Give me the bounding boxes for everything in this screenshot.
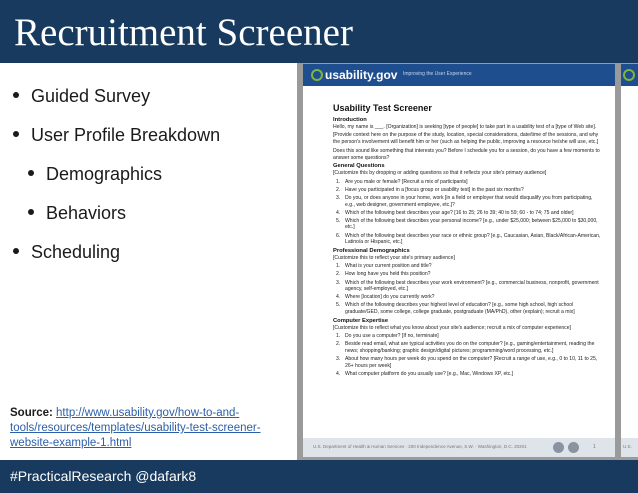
document-question: 2. Beside read email, what are typical activities you do on the computer? [e.g., gaming/entertainment, reading the news; shopping/banking; graphic design/digital pictures; programming/word processing, etc.] bbox=[336, 341, 595, 354]
document-question-text: Which of the following best describes your age? [16 to 25; 26 to 39; 40 to 59; 60 - to 74; 75 and older] bbox=[345, 209, 574, 216]
document-question-text: Which of the following best describes your work environment? [e.g., commercial business, nonprofit, government agency, self-employed, etc.] bbox=[345, 279, 599, 293]
next-page-banner bbox=[621, 64, 638, 86]
document-question-text: Are you male or female? [Recruit a mix of participants] bbox=[345, 178, 468, 185]
document-question-text: Beside read email, what are typical activities you do on the computer? [e.g., gaming/entertainment, reading the news; shopping/banking; graphic design/digital pictures; programming/word processing, etc.] bbox=[345, 341, 595, 354]
footer-hashtag: #PracticalResearch @dafark8 bbox=[10, 468, 197, 484]
bullet-text: Behaviors bbox=[46, 203, 127, 223]
document-question-text: Do you use a computer? [If no, terminate] bbox=[345, 333, 439, 340]
sub-bullet-item bbox=[28, 164, 162, 185]
page-number: 1 bbox=[593, 444, 596, 450]
document-question-text: What computer platform do you usually use? [e.g., Mac, Windows XP, etc.] bbox=[345, 370, 514, 377]
document-page bbox=[303, 64, 615, 457]
bullet-text: Guided Survey bbox=[31, 86, 151, 106]
bullet-item bbox=[13, 242, 120, 263]
document-question: 4. Which of the following best describes your age? [16 to 25; 26 to 39; 40 to 59; 60 - to 74; 75 and older] bbox=[336, 209, 574, 216]
footer-bar bbox=[0, 460, 638, 493]
bullet-item bbox=[13, 86, 150, 107]
next-document-page bbox=[621, 64, 638, 457]
title-bar bbox=[0, 0, 638, 63]
document-question: 3. About how many hours per week do you spend on the computer? [Recruit a range of use, e.g., 0 to 10, 11 to 25, 26+ hours per week] bbox=[336, 356, 598, 369]
bullet-item bbox=[13, 125, 220, 146]
document-footer-text: U.S. Department of Health & Human Services · 200 Independence Avenue, S.W. · Washington, D.C. 20201 bbox=[313, 444, 527, 449]
logo-check-icon bbox=[311, 69, 323, 81]
twitter-icon bbox=[553, 442, 564, 453]
document-footer bbox=[303, 438, 615, 457]
bullet-text: User Profile Breakdown bbox=[31, 125, 221, 145]
source-link[interactable]: http://www.usability.gov/how-to-and-tools/resources/templates/usability-test-screener-website-example-1.html bbox=[10, 407, 261, 449]
document-question-text: What is your current position and title? bbox=[345, 263, 432, 270]
document-question-text: About how many hours per week do you spend on the computer? [Recruit a range of use, e.g., 0 to 10, 11 to 25, 26+ hours per week] bbox=[345, 356, 598, 369]
source-label: Source: bbox=[10, 407, 53, 419]
usability-logo bbox=[311, 68, 397, 82]
document-question-list bbox=[333, 333, 603, 377]
document-question: 1. Do you use a computer? [If no, terminate] bbox=[336, 333, 439, 340]
document-paragraph: [Customize this by dropping or adding questions so that it reflects your site's primary audience] bbox=[333, 169, 547, 176]
logo-check-icon bbox=[623, 69, 635, 81]
document-paragraph: [Provide context here on the purpose of the study, location, special considerations, date/time of the sessions, and why the person's involvement will benefit him or her (such as helping the public, improving a resource he/she will use, etc.] bbox=[333, 132, 599, 146]
document-question: 1. What is your current position and title? bbox=[336, 263, 432, 270]
document-paragraph: Does this sound like something that interests you? Before I schedule you for a session, do you have a few moments to answer some questions? bbox=[333, 147, 600, 161]
document-question: 3. Do you, or does anyone in your home, work [in a field or employer that would disqualify you from participating, e.g., web designer, government employee, etc.]? bbox=[336, 194, 593, 208]
logo-text: usability.gov bbox=[325, 68, 398, 82]
next-page-footer bbox=[621, 438, 638, 457]
document-title: Usability Test Screener bbox=[333, 103, 432, 113]
document-paragraph: [Customize this to reflect your site's primary audience] bbox=[333, 254, 455, 261]
bullet-dot bbox=[28, 209, 34, 215]
document-question-text: Where [location] do you currently work? bbox=[345, 294, 435, 301]
document-section-heading: General Questions bbox=[333, 163, 385, 170]
document-question: 2. How long have you held this position? bbox=[336, 271, 431, 278]
bullet-dot bbox=[13, 92, 19, 98]
document-question: 6. Which of the following best describes your race or ethnic group? [e.g., Caucasian, Asian, Black/African-American, Latino/a or Hispanic, etc.] bbox=[336, 232, 601, 246]
document-question-text: Have you participated in a [focus group or usability test] in the past six months? bbox=[345, 186, 524, 193]
document-question-text: Which of the following best describes your personal income? [e.g., under $25,000; between $25,000 to $30,000, etc.] bbox=[345, 217, 598, 231]
document-question: 4. What computer platform do you usually use? [e.g., Mac, Windows XP, etc.] bbox=[336, 370, 514, 377]
logo-tagline: Improving the User Experience bbox=[403, 71, 472, 77]
bullet-dot bbox=[13, 248, 19, 254]
sub-bullet-item bbox=[28, 203, 126, 224]
document-question-text: Which of the following describes your highest level of education? [e.g., some high school, high school graduate/GED, some college, college graduate, postgraduate (MA/PhD), other (explain); recruit a mix] bbox=[345, 302, 575, 316]
document-content bbox=[333, 102, 603, 380]
slide-title: Recruitment Screener bbox=[14, 11, 353, 54]
document-question: 4. Where [location] do you currently work? bbox=[336, 294, 435, 301]
document-section-heading: Introduction bbox=[333, 117, 367, 123]
bullet-dot bbox=[13, 131, 19, 137]
document-question-list bbox=[333, 263, 603, 315]
bullet-dot bbox=[28, 170, 34, 176]
document-paragraph: Hello, my name is ___. [Organization] is seeking [type of people] to take part in a usability test of a [type of Web site]. bbox=[333, 123, 597, 130]
document-question: 3. Which of the following best describes your work environment? [e.g., commercial business, nonprofit, government agency, self-employed, etc.] bbox=[336, 279, 599, 293]
next-page-logo bbox=[623, 68, 637, 82]
document-question-text: How long have you held this position? bbox=[345, 271, 431, 278]
bullet-text: Scheduling bbox=[31, 242, 121, 262]
document-question: 2. Have you participated in a [focus group or usability test] in the past six months? bbox=[336, 186, 524, 193]
next-page-footer-text: U.S. bbox=[623, 444, 632, 449]
source-citation bbox=[10, 406, 270, 451]
document-question: 1. Are you male or female? [Recruit a mix of participants] bbox=[336, 178, 468, 185]
facebook-icon bbox=[568, 442, 579, 453]
document-question: 5. Which of the following describes your highest level of education? [e.g., some high school, high school graduate/GED, some college, college graduate, postgraduate (MA/PhD), other (explain); recruit a mix] bbox=[336, 302, 575, 316]
document-question: 5. Which of the following best describes your personal income? [e.g., under $25,000; between $25,000 to $30,000, etc.] bbox=[336, 217, 598, 231]
document-section-heading: Computer Expertise bbox=[333, 317, 389, 324]
document-section-heading: Professional Demographics bbox=[333, 247, 410, 254]
document-question-list bbox=[333, 179, 603, 246]
document-banner bbox=[303, 64, 615, 86]
document-question-text: Which of the following best describes your race or ethnic group? [e.g., Caucasian, Asian, Black/African-American, Latino/a or Hispanic, etc.] bbox=[345, 232, 601, 246]
document-paragraph: [Customize this to reflect what you know about your site's audience; recruit a mix of computer experience] bbox=[333, 324, 571, 331]
bullet-text: Demographics bbox=[46, 164, 163, 184]
document-question-text: Do you, or does anyone in your home, work [in a field or employer that would disqualify you from participating, e.g., web designer, government employee, etc.]? bbox=[345, 194, 593, 208]
